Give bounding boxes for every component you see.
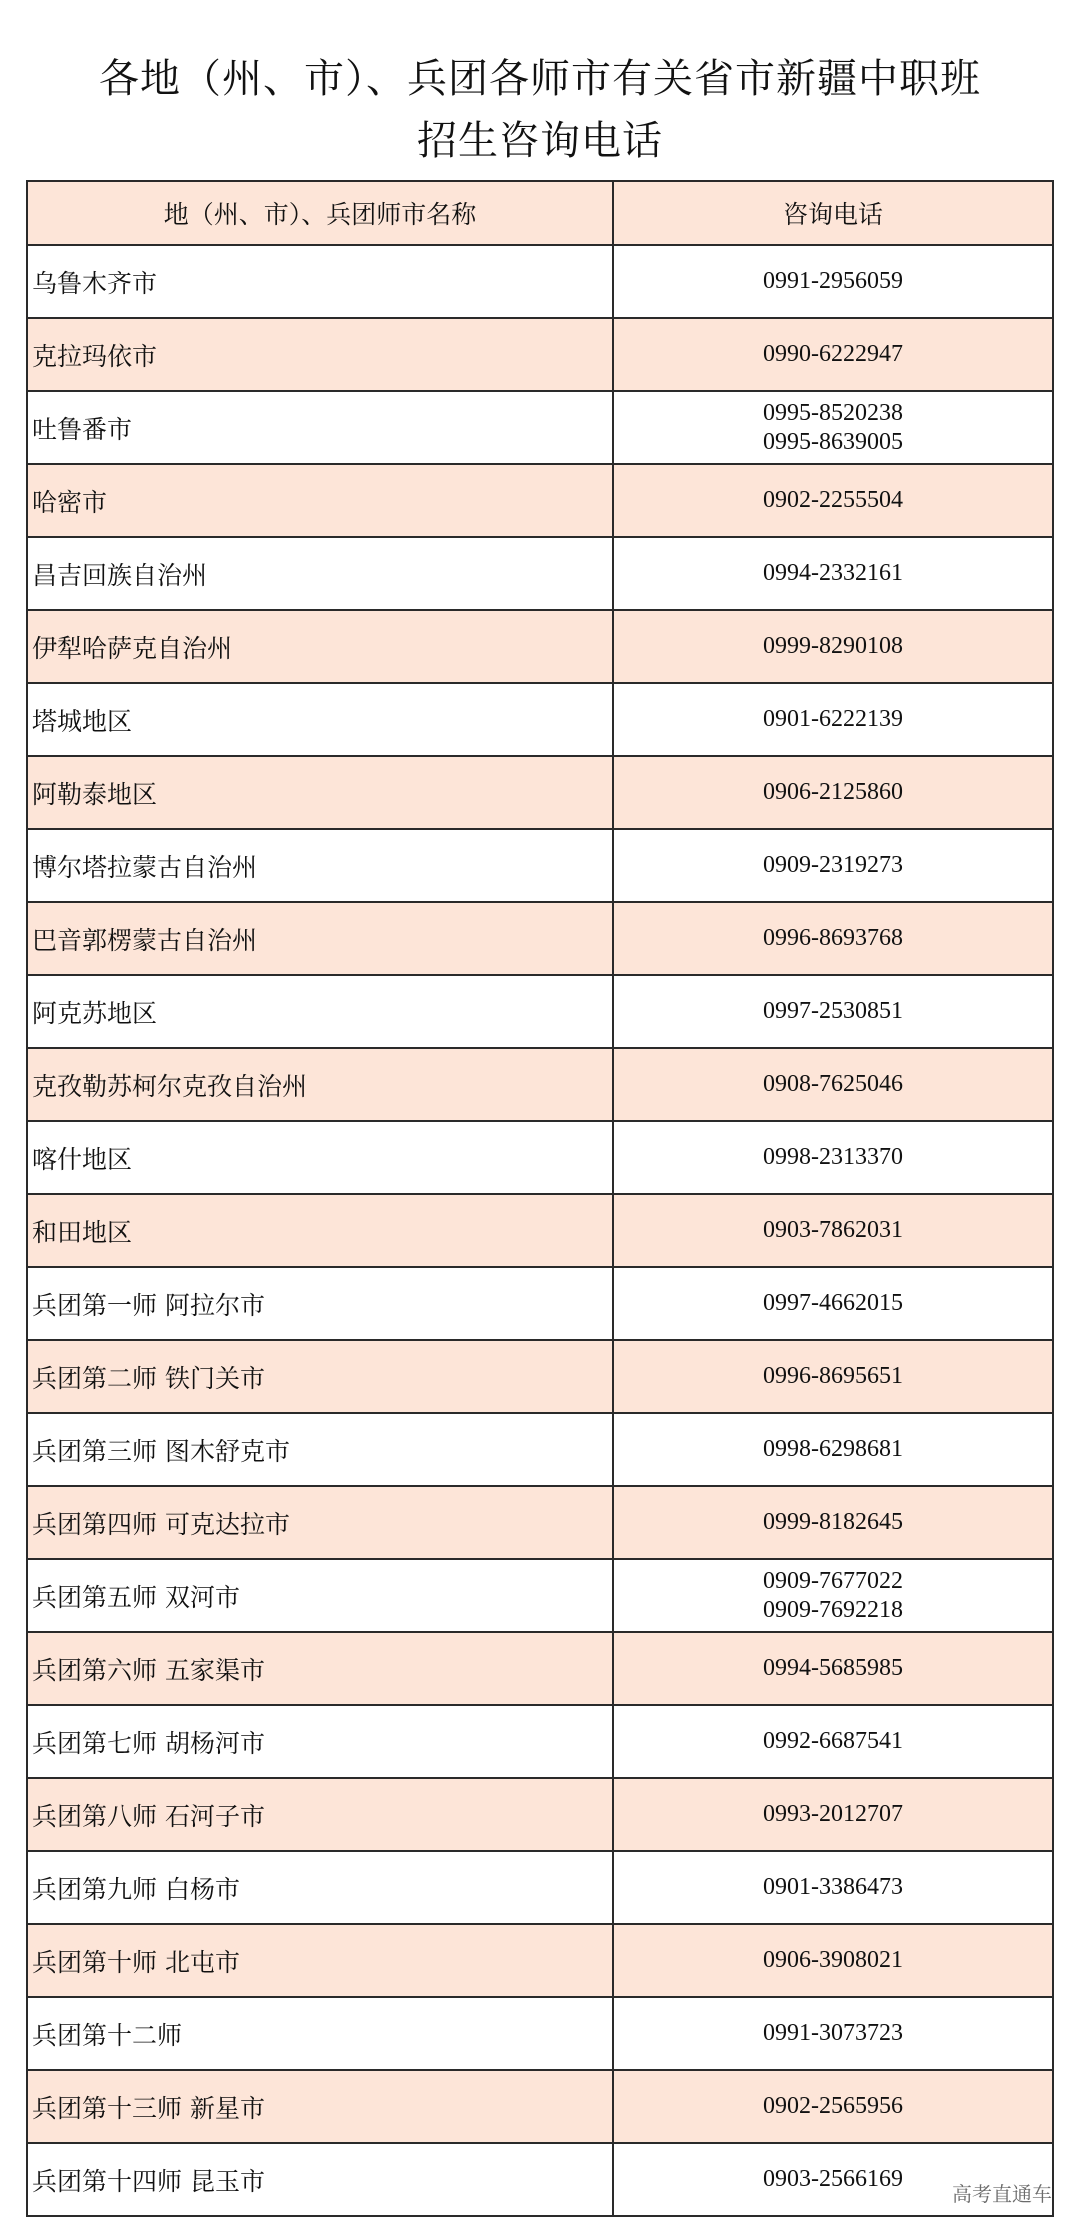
table-row (27, 756, 1053, 829)
phone-cell (613, 245, 1053, 318)
phone-cell (613, 1486, 1053, 1559)
phone-cell (613, 829, 1053, 902)
phone-number: 0996-8695651 (763, 1363, 903, 1389)
phone-cell (613, 1267, 1053, 1340)
table-row (27, 1340, 1053, 1413)
region-name: 兵团第八师 石河子市 (27, 1778, 613, 1851)
phone-number: 0996-8693768 (763, 925, 903, 951)
phone-number: 0998-6298681 (763, 1436, 903, 1462)
region-name: 伊犁哈萨克自治州 (27, 610, 613, 683)
region-name: 巴音郭楞蒙古自治州 (27, 902, 613, 975)
phone-cell (613, 464, 1053, 537)
phone-cell (613, 1340, 1053, 1413)
table-row (27, 1997, 1053, 2070)
table-row (27, 1632, 1053, 1705)
phone-number: 0902-2565956 (763, 2093, 903, 2119)
phone-cell (613, 1048, 1053, 1121)
phone-number: 0999-8290108 (763, 633, 903, 659)
phone-cell (613, 1194, 1053, 1267)
region-name: 兵团第二师 铁门关市 (27, 1340, 613, 1413)
region-name: 兵团第六师 五家渠市 (27, 1632, 613, 1705)
table-row (27, 1267, 1053, 1340)
table-row (27, 318, 1053, 391)
region-name: 哈密市 (27, 464, 613, 537)
table-row (27, 464, 1053, 537)
table-row (27, 1851, 1053, 1924)
page-title (0, 48, 1080, 172)
phone-number: 0902-2255504 (763, 487, 903, 513)
phone-cell (613, 1997, 1053, 2070)
phone-number: 0993-2012707 (763, 1801, 903, 1827)
phone-number: 0990-6222947 (763, 341, 903, 367)
table-row (27, 2143, 1053, 2216)
phone-table (26, 180, 1054, 2217)
phone-cell (613, 1632, 1053, 1705)
table-row (27, 245, 1053, 318)
watermark: 高考直通车 (952, 2182, 1052, 2206)
table-row (27, 537, 1053, 610)
table-row (27, 1048, 1053, 1121)
page-title-line-1: 各地（州、市）、兵团各师市有关省市新疆中职班 (99, 56, 981, 102)
phone-cell (613, 1121, 1053, 1194)
phone-cell (613, 975, 1053, 1048)
phone-number: 0906-3908021 (763, 1947, 903, 1973)
phone-number: 0903-7862031 (763, 1217, 903, 1243)
region-name: 兵团第十三师 新星市 (27, 2070, 613, 2143)
phone-cell (613, 1924, 1053, 1997)
phone-cell (613, 537, 1053, 610)
phone-cell (613, 902, 1053, 975)
phone-number: 0991-2956059 (763, 268, 903, 294)
region-name: 和田地区 (27, 1194, 613, 1267)
phone-number: 0995-8639005 (763, 428, 903, 455)
phone-cell (613, 610, 1053, 683)
table-row (27, 1705, 1053, 1778)
phone-number: 0998-2313370 (763, 1144, 903, 1170)
table-body (27, 245, 1053, 2216)
region-name: 塔城地区 (27, 683, 613, 756)
region-name: 兵团第九师 白杨市 (27, 1851, 613, 1924)
region-name: 昌吉回族自治州 (27, 537, 613, 610)
table-row (27, 1778, 1053, 1851)
phone-cell (613, 1559, 1053, 1632)
region-name: 兵团第三师 图木舒克市 (27, 1413, 613, 1486)
table-row (27, 1486, 1053, 1559)
phone-number: 0909-2319273 (763, 852, 903, 878)
page-title-line-2: 招生咨询电话 (417, 118, 663, 164)
table-row (27, 1194, 1053, 1267)
table-row (27, 1924, 1053, 1997)
phone-cell (613, 391, 1053, 464)
phone-number: 0991-3073723 (763, 2020, 903, 2046)
phone-cell (613, 756, 1053, 829)
phone-number: 0906-2125860 (763, 779, 903, 805)
table-row (27, 975, 1053, 1048)
phone-number: 0992-6687541 (763, 1728, 903, 1754)
region-name: 乌鲁木齐市 (27, 245, 613, 318)
region-name: 喀什地区 (27, 1121, 613, 1194)
table-header-row (27, 181, 1053, 245)
table-row (27, 902, 1053, 975)
region-name: 博尔塔拉蒙古自治州 (27, 829, 613, 902)
phone-number: 0901-6222139 (763, 706, 903, 732)
header-phone: 咨询电话 (613, 181, 1053, 245)
region-name: 克孜勒苏柯尔克孜自治州 (27, 1048, 613, 1121)
phone-cell (613, 2070, 1053, 2143)
table-row (27, 683, 1053, 756)
region-name: 兵团第四师 可克达拉市 (27, 1486, 613, 1559)
region-name: 吐鲁番市 (27, 391, 613, 464)
phone-cell (613, 318, 1053, 391)
table-row (27, 1121, 1053, 1194)
phone-cell (613, 1705, 1053, 1778)
region-name: 克拉玛依市 (27, 318, 613, 391)
region-name: 兵团第十师 北屯市 (27, 1924, 613, 1997)
phone-number: 0909-7692218 (763, 1596, 903, 1623)
table-row (27, 829, 1053, 902)
table-row (27, 610, 1053, 683)
phone-number: 0903-2566169 (763, 2166, 903, 2192)
phone-number: 0901-3386473 (763, 1874, 903, 1900)
phone-number: 0997-4662015 (763, 1290, 903, 1316)
phone-cell (613, 1778, 1053, 1851)
phone-cell (613, 683, 1053, 756)
header-region-name: 地（州、市）、兵团师市名称 (27, 181, 613, 245)
region-name: 兵团第五师 双河市 (27, 1559, 613, 1632)
phone-cell (613, 1851, 1053, 1924)
phone-number: 0994-5685985 (763, 1655, 903, 1681)
table-row (27, 2070, 1053, 2143)
region-name: 兵团第十二师 (27, 1997, 613, 2070)
phone-number: 0999-8182645 (763, 1509, 903, 1535)
region-name: 阿勒泰地区 (27, 756, 613, 829)
phone-cell (613, 1413, 1053, 1486)
phone-number: 0909-7677022 (763, 1567, 903, 1594)
region-name: 阿克苏地区 (27, 975, 613, 1048)
phone-number: 0908-7625046 (763, 1071, 903, 1097)
phone-number: 0995-8520238 (763, 399, 903, 426)
region-name: 兵团第七师 胡杨河市 (27, 1705, 613, 1778)
phone-number: 0994-2332161 (763, 560, 903, 586)
phone-number: 0997-2530851 (763, 998, 903, 1024)
region-name: 兵团第十四师 昆玉市 (27, 2143, 613, 2216)
region-name: 兵团第一师 阿拉尔市 (27, 1267, 613, 1340)
table-row (27, 391, 1053, 464)
table-row (27, 1559, 1053, 1632)
table-row (27, 1413, 1053, 1486)
